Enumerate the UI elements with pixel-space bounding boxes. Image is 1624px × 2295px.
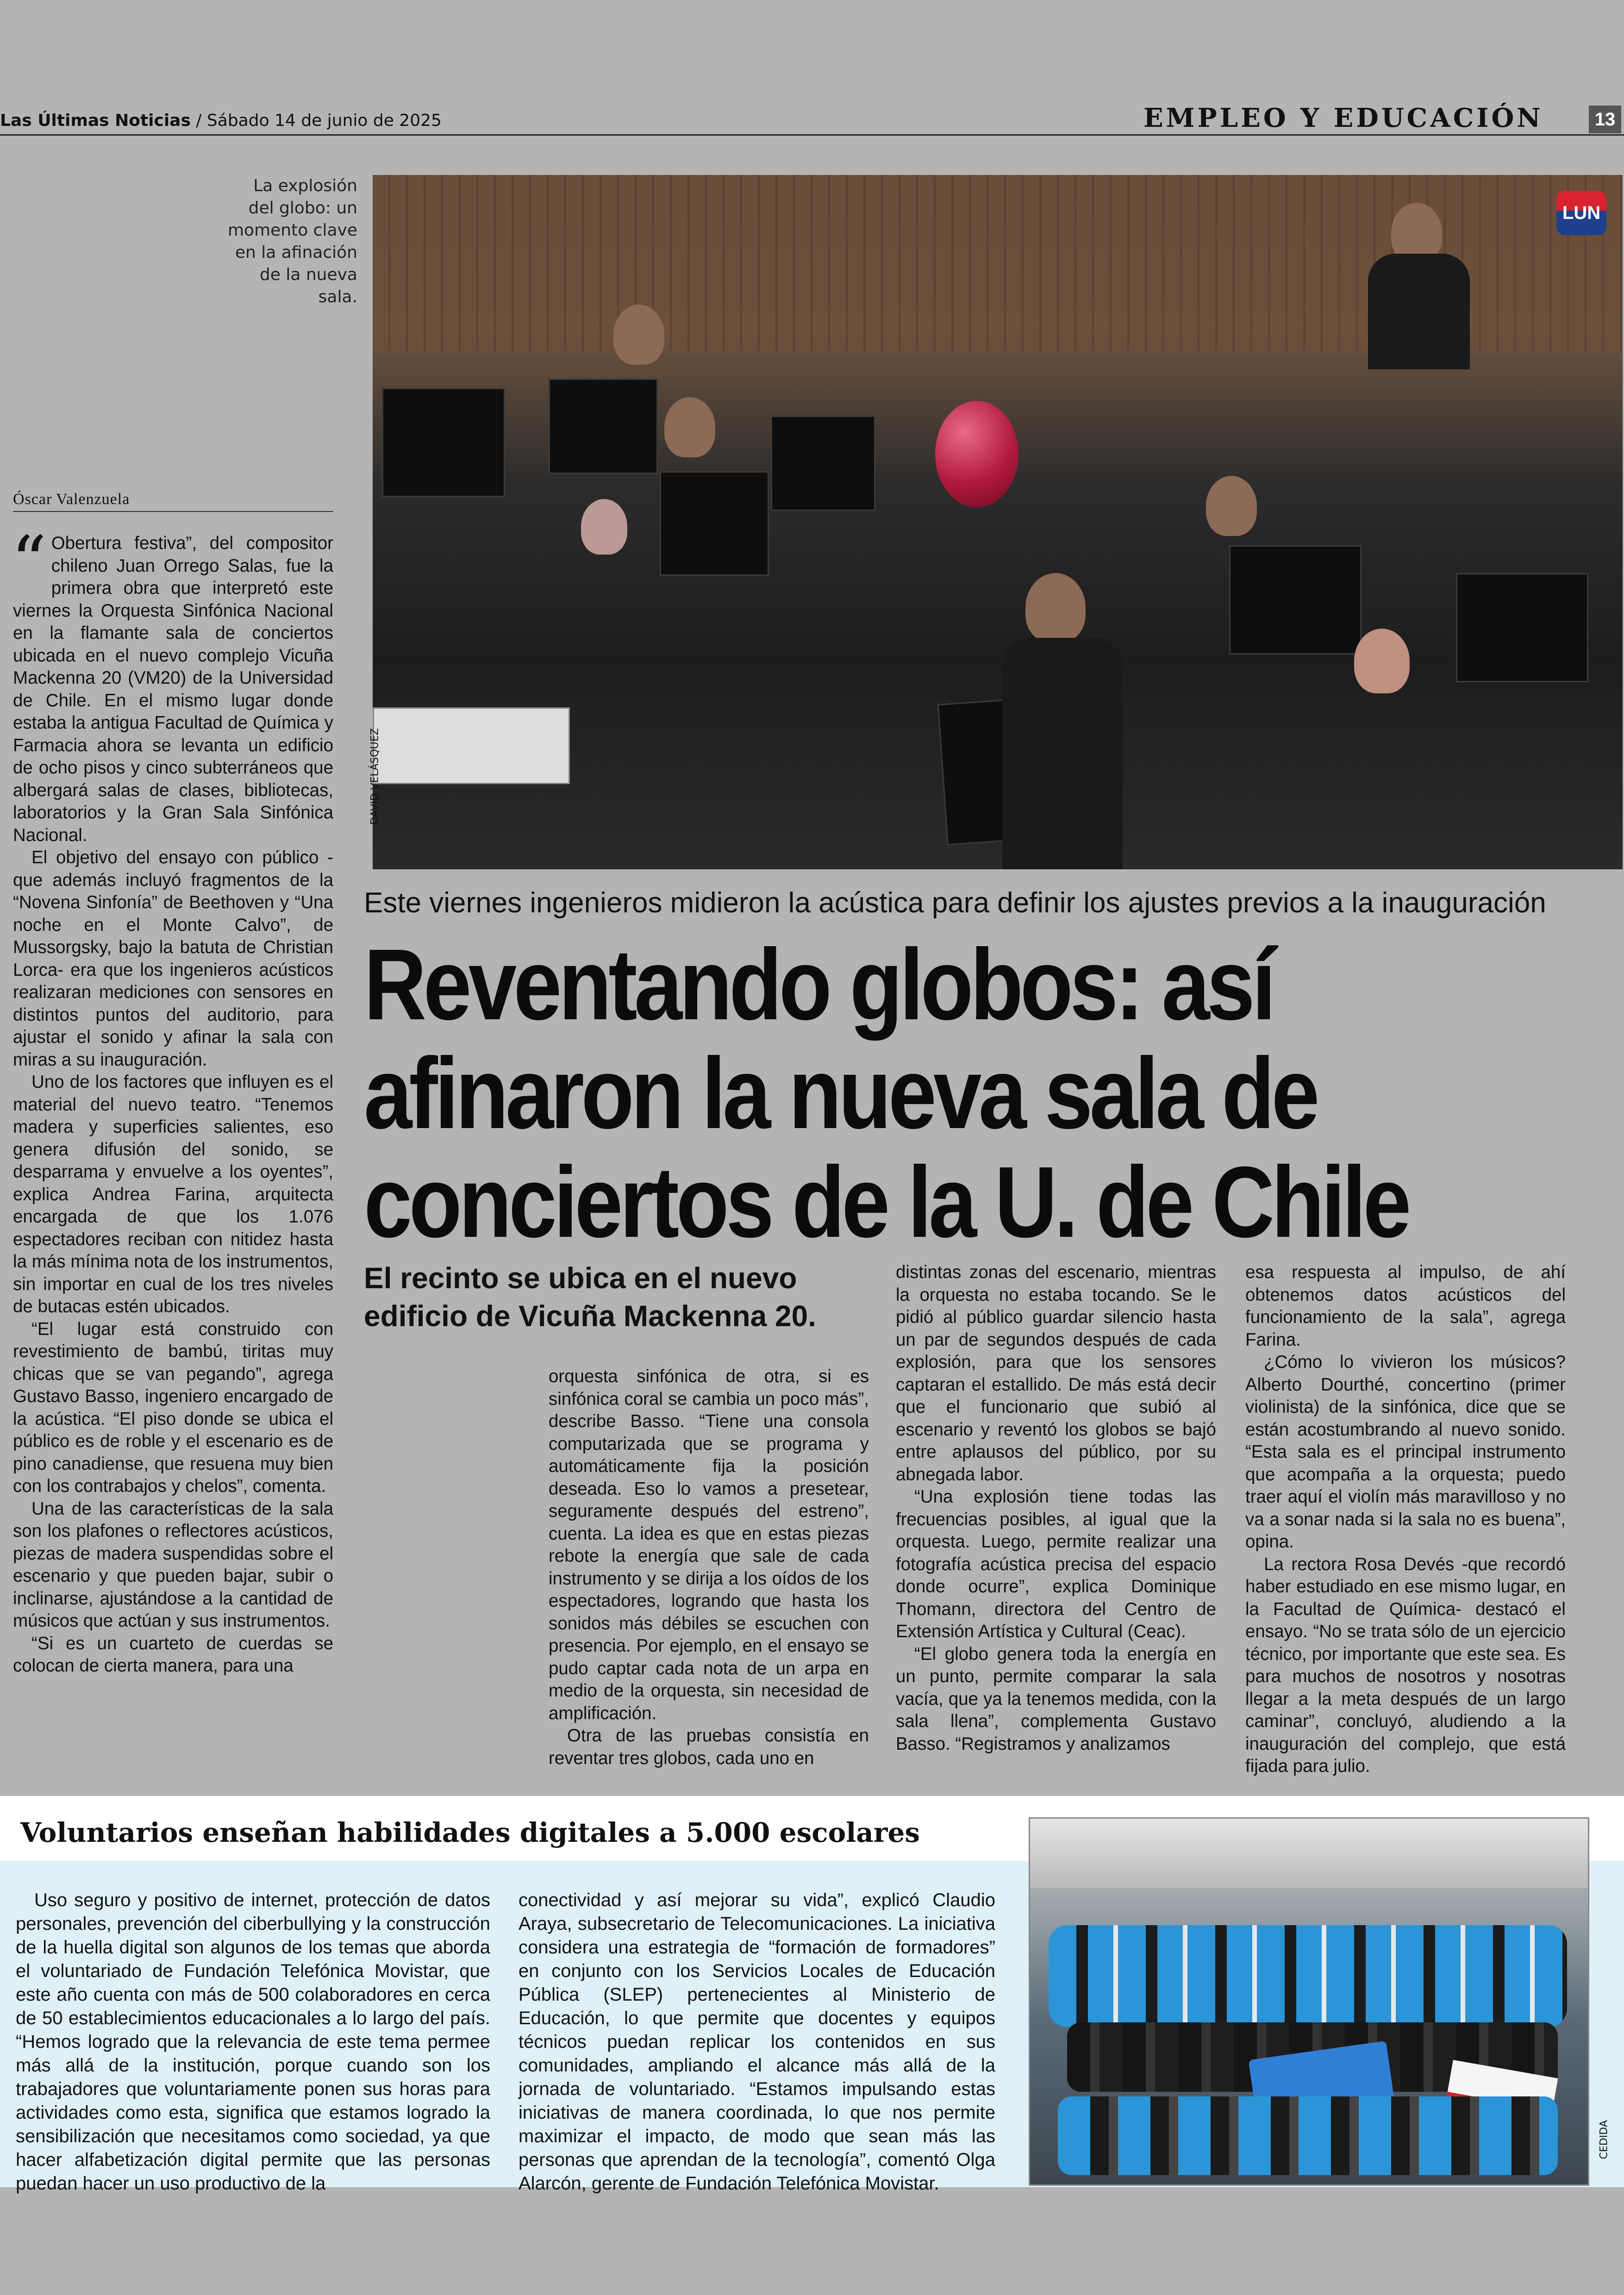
article-paragraph: “Si es un cuarteto de cuerdas se colocan de cierta manera, para una (13, 1633, 333, 1676)
article-headline: Reventando globos: así afinaron la nueva sala de conciertos de la U. de Chile (364, 929, 1408, 1259)
group-standing (1049, 1925, 1567, 2027)
musician-figure (1002, 638, 1123, 869)
music-stand (382, 388, 505, 497)
musician-figure (664, 397, 715, 457)
drop-quote: “ (11, 522, 47, 602)
article-paragraph: distintas zonas del escenario, mientras la orquesta no estaba tocando. Se le pidió al público guardar silencio hasta un par de segundos después de cada explosión, para que los sensores captaran el estallido. De más está decir que el funcionario que subió al escenario y reventó los globos se bajó entre aplausos del público, por su abnegada labor. (896, 1262, 1216, 1484)
music-stand (660, 471, 769, 576)
article-column-1 (11, 522, 333, 1678)
music-stand (549, 379, 658, 474)
photo-credit: DAVID VELÁSQUEZ (369, 728, 381, 825)
article-column-2 (549, 1366, 869, 1770)
photo-caption: La explosión del globo: un momento clave en la afinación de la nueva sala. (227, 176, 357, 306)
section-title: EMPLEO Y EDUCACIÓN (1143, 103, 1543, 133)
article-deck: El recinto se ubica en el nuevo edificio de Vicuña Mackenna 20. (364, 1261, 816, 1333)
article-paragraph: El objetivo del ensayo con público -que además incluyó fragmentos de la “Novena Sinfonía” de Beethoven y “Una noche en el Monte Calvo”, de Mussorgsky, bajo la batuta de Christian Lorca- era que los ingenieros acústicos realizaran mediciones con sensores en distintos puntos del auditorio, para ajustar el sonido y afinar la sala con miras a su inauguración. (13, 848, 333, 1070)
volunteers-photo (1029, 1817, 1589, 2186)
newspaper-name: Las Últimas Noticias (0, 111, 191, 130)
page-number: 13 (1589, 106, 1621, 133)
article-paragraph: “El lugar está construido con revestimiento de bambú, tiritas muy chicas que se van pegando”, agrega Gustavo Basso, ingeniero encargado de la acústica. “El piso donde se ubica el público es de roble y el escenario es de pino canadiense, que resuena muy bien con los contrabajos y chelos”, comenta. (13, 1319, 333, 1496)
byline: Óscar Valenzuela (13, 491, 333, 512)
orchestra-photo (373, 175, 1623, 869)
musician-figure (1354, 629, 1410, 693)
red-balloon (935, 401, 1018, 507)
article-column-4 (1245, 1261, 1566, 1778)
box-photo-credit: CEDIDA (1598, 2120, 1610, 2159)
box-headline: Voluntarios enseñan habilidades digitales a 5.000 escolares (20, 1817, 920, 1848)
box-paragraph: conectividad y así mejorar su vida”, explicó Claudio Araya, subsecretario de Telecomunicaciones. La iniciativa considera una estrategia de “formación de formadores” en conjunto con los Servicios Locales de Educación Pública (SLEP) pertenecientes al Ministerio de Educación, lo que permite que docentes y equipos técnicos puedan replicar los contenidos en sus comunidades, ampliando el alcance más allá de la jornada de voluntariado. “Estamos impulsando estas iniciativas de manera coordinada, lo que nos permite maximizar el impacto, de modo que sean más las personas que aprendan de la tecnología”, comentó Olga Alarcón, gerente de Fundación Telefónica Movistar. (518, 1890, 995, 2194)
article-paragraph: Otra de las pruebas consistía en reventar tres globos, cada uno en (549, 1726, 869, 1768)
article-column-3 (896, 1261, 1216, 1755)
music-stand (1456, 573, 1588, 682)
article-paragraph: “El globo genera toda la energía en un punto, permite comparar la sala vacía, que ya la tenemos medida, con la sala llena”, complementa Gustavo Basso. “Registramos y analizamos (896, 1644, 1216, 1754)
conductor-figure (1368, 254, 1470, 369)
article-paragraph: “Una explosión tiene todas las frecuencias posibles, al igual que la orquesta. Luego, permite realizar una fotografía acústica precisa del espacio donde ocurre”, explica Dominique Thomann, directora del Centro de Extensión Artística y Cultural (Ceac). (896, 1487, 1216, 1641)
newspaper-header (0, 111, 442, 130)
article-paragraph: ¿Cómo lo vivieron los músicos? Alberto Dourthé, concertino (primer violinista) de la sinfónica, dice que se están acostumbrando al nuevo sonido. “Esta sala es el principal instrumento que acompaña a la orquesta; puedo traer aquí el violín más maravilloso y no va a sonar nada si la sala no es buena”, opina. (1245, 1352, 1566, 1552)
issue-date: / Sábado 14 de junio de 2025 (196, 111, 442, 130)
box-column-1 (16, 1889, 490, 2195)
article-paragraph: Uno de los factores que influyen es el material del nuevo teatro. “Tenemos madera y superficies salientes, eso genera difusión del sonido, se desparrama y envuelve a los oyentes”, explica Andrea Farina, arquitecta encargada de que los 1.076 espectadores reciban con nitidez hasta la más mínima nota de los instrumentos, sin importar en cual de los tres niveles de butacas estén ubicados. (13, 1072, 333, 1316)
box-column-2 (518, 1889, 995, 2195)
music-score (373, 707, 570, 784)
musician-figure (581, 499, 627, 555)
music-stand (771, 416, 875, 511)
article-paragraph: La rectora Rosa Devés -que recordó haber estudiado en ese mismo lugar, en la Facultad de Química- destacó el ensayo. “No se trata sólo de un ejercicio técnico, por importante que este sea. Es para muchos de nosotros y nosotras llegar a la meta después de un largo caminar”, concluyó, aludiendo a la inauguración del complejo, que está fijada para julio. (1245, 1554, 1566, 1776)
musician-figure (1025, 573, 1086, 642)
article-paragraph: Una de las características de la sala son los plafones o reflectores acústicos, piezas de madera suspendidas sobre el escenario y que pueden bajar, subir o inclinarse, ajustándose a la cantidad de músicos que actúan y sus instrumentos. (13, 1498, 333, 1631)
box-paragraph: Uso seguro y positivo de internet, protección de datos personales, prevención del ciberbullying y la construcción de la huella digital son algunos de los temas que aborda el voluntariado de Fundación Telefónica Movistar, que este año cuenta con más de 500 colaboradores en cerca de 50 establecimientos educacionales a lo largo del país. “Hemos logrado que la relevancia de este tema permee más allá de la institución, porque cuando son los trabajadores que voluntariamente ponen sus horas para actividades como esta, significa que estamos logrado la sensibilización que necesitamos como sociedad, ya que hacer alfabetización digital permite que las personas puedan hacer un uso productivo de la (16, 1890, 490, 2194)
group-front (1058, 2096, 1558, 2175)
musician-figure (613, 305, 664, 365)
header-rule (0, 134, 1624, 136)
article-paragraph: orquesta sinfónica de otra, si es sinfónica coral se cambia un poco más”, describe Basso. “Tiene una consola computarizada que se programa y automáticamente fija la posición deseada. Eso lo vamos a presetear, seguramente después del estreno”, cuenta. La idea es que en estas piezas rebote la energía que sale de cada instrumento y se dirija a los oídos de los espectadores, logrando que hasta los sonidos más débiles se escuchen con presencia. Por ejemplo, en el ensayo se pudo captar cada nota de un arpa en medio de la orquesta, sin necesidad de amplificación. (549, 1366, 869, 1723)
music-stand (1229, 545, 1362, 655)
article-paragraph: esa respuesta al impulso, de ahí obtenemos datos acústicos del funcionamiento de la sala”, agrega Farina. (1245, 1262, 1566, 1350)
ceiling (1030, 1819, 1588, 1888)
article-kicker: Este viernes ingenieros midieron la acústica para definir los ajustes previos a la inauguración (364, 887, 1546, 919)
article-paragraph: “ Obertura festiva”, del compositor chileno Juan Orrego Salas, fue la primera obra que interpretó este viernes la Orquesta Sinfónica Nacional en la flamante sala de conciertos ubicada en el nuevo complejo Vicuña Mackenna 20 (VM20) de la Universidad de Chile. En el mismo lugar donde estaba la antigua Facultad de Química y Farmacia ahora se levanta un edificio de ocho pisos y cinco subterráneos que albergará salas de clases, bibliotecas, laboratorios y la Gran Sala Sinfónica Nacional. (11, 522, 333, 845)
musician-figure (1206, 476, 1257, 536)
lun-logo: LUN (1556, 191, 1606, 235)
